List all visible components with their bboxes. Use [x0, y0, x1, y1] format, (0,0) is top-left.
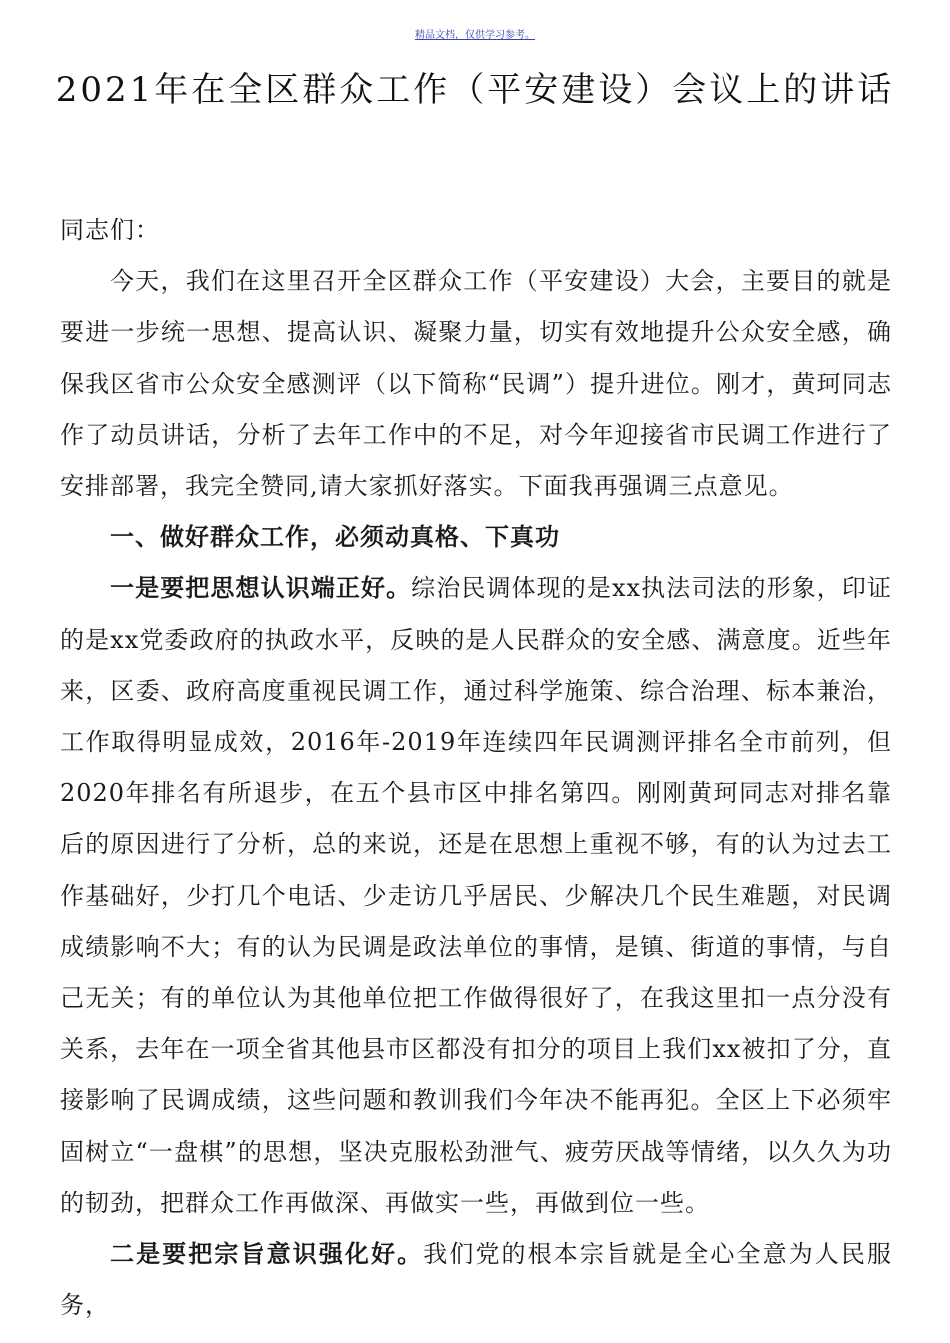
intro-paragraph: 今天，我们在这里召开全区群众工作（平安建设）大会，主要目的就是要进一步统一思想、提高认识、凝聚力量，切实有效地提升公众安全感，确保我区省市公众安全感测评（以下简称“民调”）提升进位。刚才，黄珂同志作了动员讲话，分析了去年工作中的不足，对今年迎接省市民调工作进行了安排部署，我完全赞同,请大家抓好落实。下面我再强调三点意见。	[60, 267, 892, 501]
salutation: 同志们：	[60, 216, 160, 244]
section-heading-1: 一、做好群众工作，必须动真格、下真功	[110, 523, 560, 552]
point-2-paragraph	[60, 1229, 892, 1331]
point-1-text: 综治民调体现的是xx执法司法的形象，印证的是xx党委政府的执政水平，反映的是人民群众的安全感、满意度。近些年来，区委、政府高度重视民调工作，通过科学施策、综合治理、标本兼治，工作取得明显成效，2016年-2019年连续四年民调测评排名全市前列，但2020年排名有所退步，在五个县市区中排名第四。刚刚黄珂同志对排名靠后的原因进行了分析，总的来说，还是在思想上重视不够，有的认为过去工作基础好，少打几个电话、少走访几乎居民、少解决几个民生难题，对民调成绩影响不大；有的认为民调是政法单位的事情，是镇、街道的事情，与自己无关；有的单位认为其他单位把工作做得很好了，在我这里扣一点分没有关系，去年在一项全省其他县市区都没有扣分的项目上我们xx被扣了分，直接影响了民调成绩，这些问题和教训我们今年决不能再犯。全区上下必须牢固树立“一盘棋”的思想，坚决克服松劲泄气、疲劳厌战等情绪，以久久为功的韧劲，把群众工作再做深、再做实一些，再做到位一些。	[60, 574, 892, 1217]
document-title: 2021年在全区群众工作（平安建设）会议上的讲话	[55, 70, 895, 110]
point-1-paragraph	[60, 563, 892, 1229]
document-body	[60, 205, 892, 1331]
point-2-text: 我们党的根本宗旨就是全心全意为人民服务，	[60, 1240, 893, 1320]
header-note: 精品文档，仅供学习参考。	[415, 30, 535, 41]
point-1-lead: 一是要把思想认识端正好。	[110, 574, 412, 603]
point-2-lead: 二是要把宗旨意识强化好。	[110, 1240, 424, 1269]
